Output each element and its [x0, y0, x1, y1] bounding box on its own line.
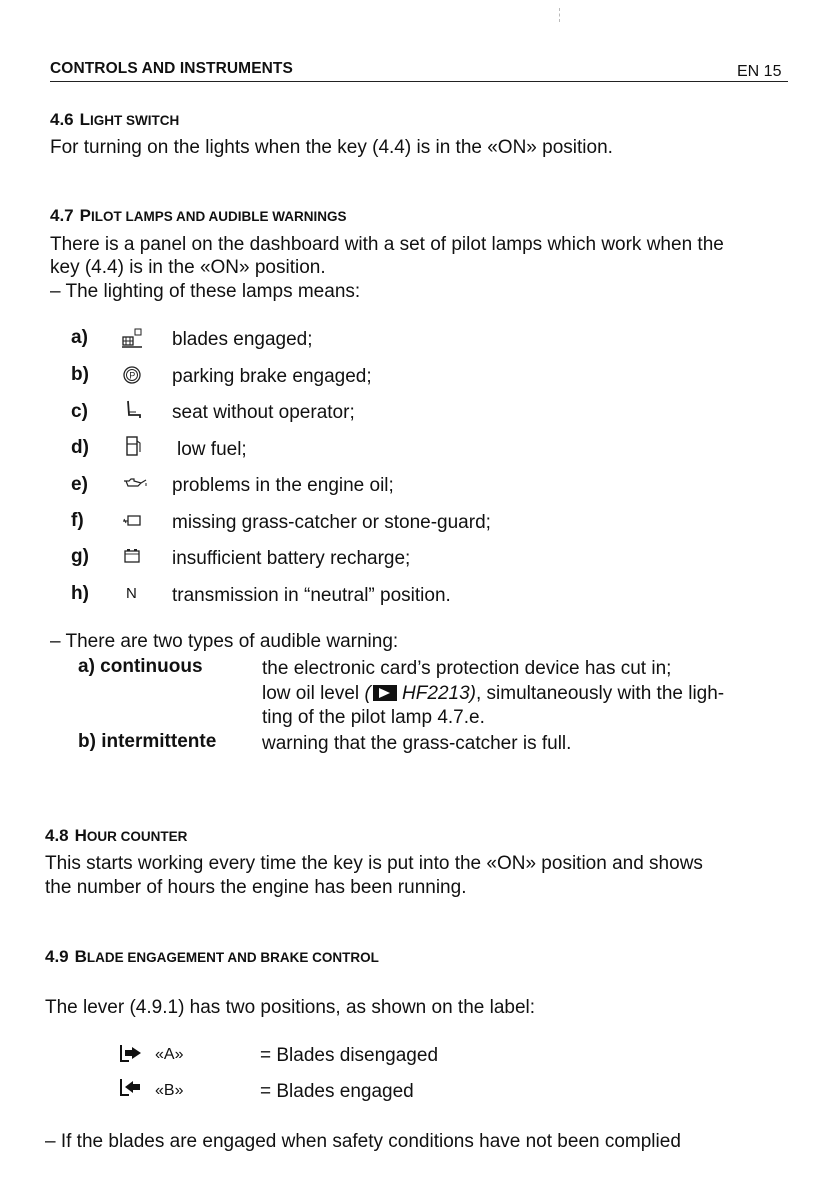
section-number: 4.6 — [50, 110, 74, 129]
lamp-description: blades engaged; — [172, 329, 313, 350]
lamp-letter: h) — [71, 583, 89, 604]
heading-initial: L — [79, 110, 91, 129]
lamp-letter: g) — [71, 546, 89, 567]
reference-code: HF2213) — [396, 683, 476, 704]
warning-continuous-line3: ting of the pilot lamp 4.7.e. — [262, 707, 485, 728]
lever-position-a-label: «A» — [155, 1046, 184, 1063]
parking-brake-icon — [120, 364, 146, 386]
text-fragment: low oil level — [262, 683, 365, 704]
lamp-letter: c) — [71, 401, 88, 422]
lamp-description: missing grass-catcher or stone-guard; — [172, 512, 491, 533]
lamp-letter: f) — [71, 510, 84, 531]
heading-rest: ILOT LAMPS AND AUDIBLE WARNINGS — [90, 209, 347, 224]
warning-continuous-label: a) continuous — [78, 656, 203, 677]
reference-arrow-icon — [373, 684, 397, 700]
oil-can-icon — [121, 472, 147, 494]
lamp-letter: b) — [71, 364, 89, 385]
lamp-letter: d) — [71, 437, 89, 458]
header-rule — [50, 81, 788, 82]
section-4-7-line2: key (4.4) is in the «ON» position. — [50, 257, 326, 278]
warning-intermittent-label: b) intermittente — [78, 731, 217, 752]
warning-continuous-line1: the electronic card’s protection device has cut in; — [262, 658, 672, 679]
section-4-8-line1: This starts working every time the key is put into the «ON» position and shows — [45, 853, 703, 874]
section-4-9-line1: The lever (4.9.1) has two positions, as shown on the label: — [45, 997, 536, 1018]
section-4-9-last-line: – If the blades are engaged when safety conditions have not been complied — [45, 1131, 681, 1152]
lever-position-b-label: «B» — [155, 1082, 184, 1099]
warning-continuous-line2 — [262, 682, 724, 705]
lamp-description: transmission in “neutral” position. — [172, 585, 451, 606]
section-number: 4.7 — [50, 206, 74, 225]
lamp-description: insufficient battery recharge; — [172, 548, 411, 569]
section-4-7-heading — [50, 206, 346, 226]
audible-warning-intro: – There are two types of audible warning: — [50, 631, 399, 652]
section-4-7-line1: There is a panel on the dashboard with a set of pilot lamps which work when the — [50, 234, 724, 255]
heading-rest: LADE ENGAGEMENT AND BRAKE CONTROL — [86, 950, 379, 965]
neutral-indicator-icon: N — [126, 585, 137, 602]
scan-mark — [559, 8, 560, 22]
section-4-7-line3: – The lighting of these lamps means: — [50, 281, 361, 302]
section-number: 4.9 — [45, 947, 69, 966]
text-fragment: ( — [364, 683, 371, 704]
heading-rest: IGHT SWITCH — [90, 113, 180, 128]
warning-intermittent-line1: warning that the grass-catcher is full. — [262, 733, 572, 754]
seat-icon — [122, 399, 148, 421]
grass-catcher-icon — [120, 509, 146, 531]
heading-initial: H — [74, 826, 87, 845]
section-4-9-heading — [45, 947, 379, 967]
svg-text:P: P — [129, 370, 136, 381]
lever-position-a-icon — [119, 1042, 143, 1064]
heading-initial: P — [79, 206, 91, 225]
section-4-8-heading — [45, 826, 187, 846]
heading-initial: B — [74, 947, 87, 966]
page-header-title: CONTROLS AND INSTRUMENTS — [50, 60, 293, 77]
lamp-letter: e) — [71, 474, 88, 495]
battery-icon — [121, 545, 147, 567]
section-4-8-line2: the number of hours the engine has been running. — [45, 877, 467, 898]
section-4-6-heading — [50, 110, 179, 130]
lamp-letter: a) — [71, 327, 88, 348]
section-4-6-text: For turning on the lights when the key (4.4) is in the «ON» position. — [50, 137, 613, 158]
lever-position-b-text: = Blades engaged — [260, 1081, 414, 1102]
page-number: EN 15 — [737, 63, 782, 80]
lever-position-b-icon — [119, 1076, 143, 1098]
heading-rest: OUR COUNTER — [86, 829, 188, 844]
lamp-description: problems in the engine oil; — [172, 475, 394, 496]
lamp-description: seat without operator; — [172, 402, 355, 423]
blades-icon — [120, 327, 146, 349]
lamp-description: parking brake engaged; — [172, 366, 372, 387]
section-number: 4.8 — [45, 826, 69, 845]
lever-position-a-text: = Blades disengaged — [260, 1045, 439, 1066]
fuel-icon — [122, 435, 148, 457]
text-fragment: , simultaneously with the ligh- — [475, 683, 725, 704]
lamp-description: low fuel; — [177, 439, 247, 460]
